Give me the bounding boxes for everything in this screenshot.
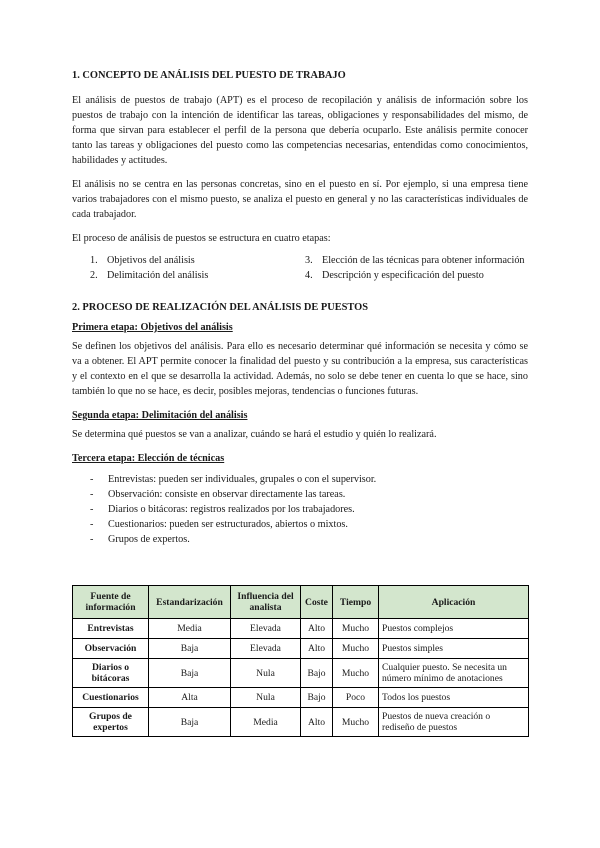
table-cell: Bajo bbox=[301, 659, 333, 688]
table-cell: Mucho bbox=[333, 659, 379, 688]
techniques-list bbox=[72, 472, 528, 547]
table-cell: Todos los puestos bbox=[379, 688, 529, 708]
stages-list bbox=[90, 253, 528, 283]
table-cell: Nula bbox=[231, 688, 301, 708]
techniques-table bbox=[72, 585, 529, 737]
list-item: - Grupos de expertos. bbox=[90, 532, 528, 547]
stage-item: 3. Elección de las técnicas para obtener información bbox=[305, 255, 525, 266]
column-header: Coste bbox=[301, 586, 333, 619]
table-header-row bbox=[73, 586, 529, 619]
table-cell: Alta bbox=[149, 688, 231, 708]
row-label: Grupos de expertos bbox=[73, 708, 149, 737]
stage-item: 2. Delimitación del análisis bbox=[90, 270, 209, 281]
list-item: - Observación: consiste en observar directamente las tareas. bbox=[90, 487, 528, 502]
table-row bbox=[73, 688, 529, 708]
table-row bbox=[73, 639, 529, 659]
section-1-paragraph: El proceso de análisis de puestos se estructura en cuatro etapas: bbox=[72, 233, 331, 244]
table-cell: Mucho bbox=[333, 639, 379, 659]
stage-item: 4. Descripción y especificación del puesto bbox=[305, 270, 484, 281]
table-cell: Puestos simples bbox=[379, 639, 529, 659]
table-cell: Alto bbox=[301, 619, 333, 639]
table-cell: Media bbox=[231, 708, 301, 737]
table-cell: Mucho bbox=[333, 708, 379, 737]
table-cell: Poco bbox=[333, 688, 379, 708]
table-cell: Cualquier puesto. Se necesita un número mínimo de anotaciones bbox=[379, 659, 529, 688]
table-row bbox=[73, 659, 529, 688]
column-header: Estandarización bbox=[149, 586, 231, 619]
table-cell: Mucho bbox=[333, 619, 379, 639]
table-cell: Nula bbox=[231, 659, 301, 688]
row-label: Diarios o bitácoras bbox=[73, 659, 149, 688]
table-row bbox=[73, 619, 529, 639]
table-cell: Media bbox=[149, 619, 231, 639]
table-cell: Baja bbox=[149, 639, 231, 659]
stage-3-title: Tercera etapa: Elección de técnicas bbox=[72, 453, 225, 464]
list-item: - Cuestionarios: pueden ser estructurados, abiertos o mixtos. bbox=[90, 517, 528, 532]
table-cell: Bajo bbox=[301, 688, 333, 708]
column-header: Fuente de información bbox=[73, 586, 149, 619]
list-item: - Diarios o bitácoras: registros realizados por los trabajadores. bbox=[90, 502, 528, 517]
stage-item: 1. Objetivos del análisis bbox=[90, 255, 195, 266]
section-1-paragraph: El análisis de puestos de trabajo (APT) es el proceso de recopilación y análisis de información sobre los puestos de trabajo con la intención de identificar las tareas, obligaciones y responsabilidades del mismo, de forma que sirvan para establecer el perfil de la persona que debería ocuparlo. Este análisis permite conocer tanto las tareas y obligaciones del puesto como las competencias necesarias, entendidas como conocimientos, habilidades y actitudes. bbox=[72, 95, 528, 166]
table-cell: Alto bbox=[301, 639, 333, 659]
section-1-heading: 1. CONCEPTO DE ANÁLISIS DEL PUESTO DE TRABAJO bbox=[72, 70, 346, 81]
column-header: Aplicación bbox=[379, 586, 529, 619]
list-item: - Entrevistas: pueden ser individuales, grupales o con el supervisor. bbox=[90, 472, 528, 487]
stage-1-text: Se definen los objetivos del análisis. Para ello es necesario determinar qué información se necesita y cómo se va a obtener. El APT permite conocer la finalidad del puesto y su contribución a la empresa, sus características y el contexto en el que se desarrolla la actividad. Además, no solo se debe tener en cuenta lo que se hace, sino también lo que no se hace, es decir, posibles mejoras, tendencias o funciones futuras. bbox=[72, 341, 528, 397]
stage-2-text: Se determina qué puestos se van a analizar, cuándo se hará el estudio y quién lo realizará. bbox=[72, 429, 437, 440]
page-content bbox=[72, 68, 528, 547]
column-header: Tiempo bbox=[333, 586, 379, 619]
table-cell: Puestos complejos bbox=[379, 619, 529, 639]
column-header: Influencia del analista bbox=[231, 586, 301, 619]
table-cell: Alto bbox=[301, 708, 333, 737]
row-label: Entrevistas bbox=[73, 619, 149, 639]
row-label: Observación bbox=[73, 639, 149, 659]
table-cell: Baja bbox=[149, 659, 231, 688]
table-row bbox=[73, 708, 529, 737]
stage-2-title: Segunda etapa: Delimitación del análisis bbox=[72, 410, 248, 421]
table-cell: Baja bbox=[149, 708, 231, 737]
stage-1-title: Primera etapa: Objetivos del análisis bbox=[72, 322, 233, 333]
table-cell: Puestos de nueva creación o rediseño de puestos bbox=[379, 708, 529, 737]
section-2-heading: 2. PROCESO DE REALIZACIÓN DEL ANÁLISIS DE PUESTOS bbox=[72, 302, 369, 313]
table-cell: Elevada bbox=[231, 639, 301, 659]
row-label: Cuestionarios bbox=[73, 688, 149, 708]
table-cell: Elevada bbox=[231, 619, 301, 639]
section-1-paragraph: El análisis no se centra en las personas concretas, sino en el puesto en sí. Por ejemplo, si una empresa tiene varios trabajadores con el mismo puesto, se analiza el puesto en general y no las características individuales de cada trabajador. bbox=[72, 179, 528, 220]
